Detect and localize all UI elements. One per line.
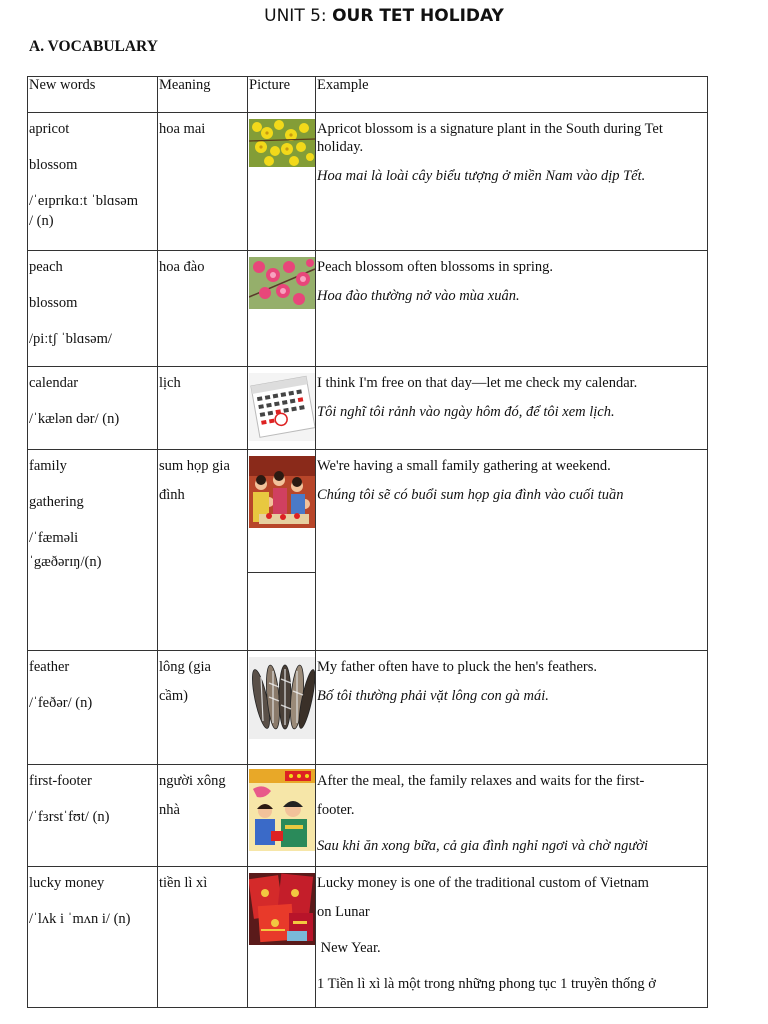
- word-cell: [28, 113, 158, 251]
- example-english: My father often have to pluck the hen's feathers.: [317, 659, 598, 675]
- header-new-words: New words: [28, 77, 158, 113]
- meaning-line: nhà: [159, 802, 180, 818]
- vocabulary-table: [27, 76, 708, 1008]
- meaning-line: đình: [159, 487, 185, 503]
- table-row: [28, 113, 708, 251]
- example-english: on Lunar: [317, 904, 370, 920]
- meaning-cell: [158, 867, 248, 1008]
- pronunciation: /piːtʃ ˈblɑsəm/: [29, 331, 112, 347]
- part-of-speech: / (n): [29, 213, 54, 229]
- title-bold: OUR TET HOLIDAY: [332, 6, 504, 26]
- pronunciation: /ˈfɜrstˈfʊt/ (n): [29, 809, 110, 825]
- example-cell: [316, 367, 708, 450]
- word-line: apricot: [29, 121, 70, 137]
- example-english: I think I'm free on that day—let me check my calendar.: [317, 375, 638, 391]
- example-english: We're having a small family gathering at weekend.: [317, 458, 611, 474]
- example-english: New Year.: [317, 940, 381, 956]
- picture-cell: [248, 113, 316, 251]
- meaning-line: lông (gia: [159, 659, 211, 675]
- table-header-row: [28, 77, 708, 113]
- meaning-line: cầm): [159, 688, 188, 704]
- example-cell: [316, 867, 708, 1008]
- picture-cell: [248, 251, 316, 367]
- header-picture: Picture: [248, 77, 316, 113]
- first-footer-image: [249, 769, 315, 851]
- example-english: After the meal, the family relaxes and waits for the first-: [317, 773, 645, 789]
- meaning-cell: [158, 765, 248, 867]
- section-heading: A. VOCABULARY: [29, 38, 158, 55]
- example-vietnamese: Chúng tôi sẽ có buổi sum họp gia đình vào cuối tuần: [317, 487, 624, 503]
- pronunciation: /ˈfeðər/ (n): [29, 695, 93, 711]
- example-vietnamese: Tôi nghĩ tôi rảnh vào ngày hôm đó, để tôi xem lịch.: [317, 404, 615, 420]
- pronunciation: /ˈkælən dər/ (n): [29, 411, 120, 427]
- word-cell: [28, 367, 158, 450]
- word-line: blossom: [29, 157, 78, 173]
- word-line: blossom: [29, 295, 78, 311]
- pronunciation: /ˈfæməli: [29, 530, 79, 546]
- word-cell: [28, 450, 158, 651]
- meaning-line: người xông: [159, 773, 226, 789]
- apricot-blossom-image: [249, 119, 315, 167]
- example-english: Peach blossom often blossoms in spring.: [317, 259, 554, 275]
- example-vietnamese: Hoa đào thường nở vào mùa xuân.: [317, 288, 520, 304]
- family-gathering-image: [249, 456, 315, 528]
- meaning-line: hoa đào: [159, 259, 205, 275]
- example-english: Apricot blossom is a signature plant in the South during Tet holiday.: [317, 121, 663, 155]
- table-row: [28, 867, 708, 1008]
- meaning-line: lịch: [159, 375, 181, 391]
- meaning-line: hoa mai: [159, 121, 206, 137]
- word-line: gathering: [29, 494, 84, 510]
- meaning-line: sum họp gia: [159, 458, 230, 474]
- word-line: feather: [29, 659, 70, 675]
- meaning-cell: [158, 367, 248, 450]
- example-vietnamese: Sau khi ăn xong bữa, cả gia đình nghỉ ngơi và chờ người: [317, 838, 649, 854]
- peach-blossom-image: [249, 257, 315, 309]
- example-vietnamese: Bố tôi thường phải vặt lông con gà mái.: [317, 688, 549, 704]
- feather-image: [249, 657, 315, 739]
- header-meaning: Meaning: [158, 77, 248, 113]
- word-line: first-footer: [29, 773, 92, 789]
- picture-cell: [248, 765, 316, 867]
- picture-cell: [248, 651, 316, 765]
- picture-divider: [248, 572, 315, 573]
- example-cell: [316, 113, 708, 251]
- example-english: footer.: [317, 802, 355, 818]
- table-row: [28, 367, 708, 450]
- lucky-money-image: [249, 873, 315, 945]
- table-row: [28, 651, 708, 765]
- word-line: family: [29, 458, 67, 474]
- title-prefix: UNIT 5:: [264, 6, 333, 26]
- example-cell: [316, 450, 708, 651]
- word-cell: [28, 765, 158, 867]
- example-english: Lucky money is one of the traditional custom of Vietnam: [317, 875, 649, 891]
- calendar-image: [249, 373, 315, 441]
- word-cell: [28, 251, 158, 367]
- meaning-cell: [158, 113, 248, 251]
- example-cell: [316, 765, 708, 867]
- word-cell: [28, 651, 158, 765]
- meaning-line: tiền lì xì: [159, 875, 208, 891]
- picture-cell: [248, 367, 316, 450]
- table-row: [28, 765, 708, 867]
- pronunciation: /ˈeɪprɪkɑːt ˈblɑsəm: [29, 193, 138, 209]
- meaning-cell: [158, 450, 248, 651]
- table-row: [28, 251, 708, 367]
- example-cell: [316, 651, 708, 765]
- page-title: [0, 6, 768, 26]
- word-cell: [28, 867, 158, 1008]
- pronunciation: /ˈlʌk i ˈmʌn i/ (n): [29, 911, 131, 927]
- example-vietnamese: 1 Tiền lì xì là một trong những phong tục 1 truyền thống ở: [317, 976, 656, 992]
- meaning-cell: [158, 651, 248, 765]
- example-cell: [316, 251, 708, 367]
- meaning-cell: [158, 251, 248, 367]
- pronunciation: ˈgæðərɪŋ/(n): [29, 554, 102, 570]
- example-vietnamese: Hoa mai là loài cây biểu tượng ở miền Nam vào dịp Tết.: [317, 168, 646, 184]
- word-line: peach: [29, 259, 63, 275]
- word-line: lucky money: [29, 875, 105, 891]
- picture-cell: [248, 867, 316, 1008]
- word-line: calendar: [29, 375, 79, 391]
- table-row: [28, 450, 708, 651]
- picture-cell: [248, 450, 316, 651]
- header-example: Example: [316, 77, 708, 113]
